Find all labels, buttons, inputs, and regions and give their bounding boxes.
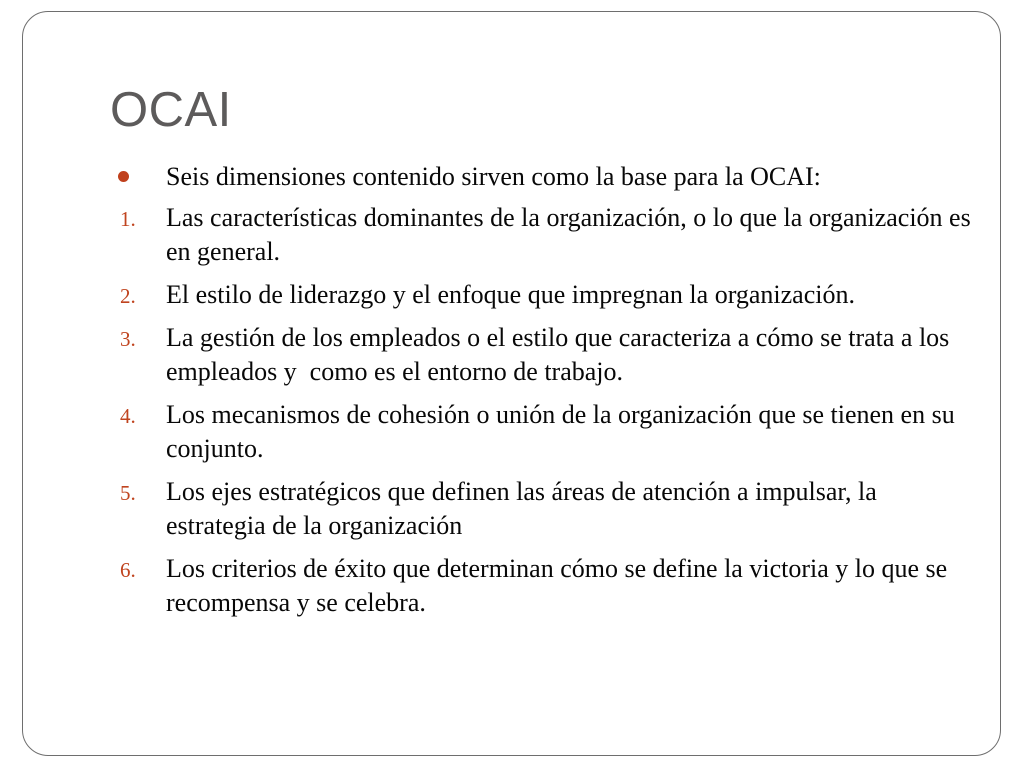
list-item [110,552,980,620]
list-item-number: 4. [120,404,136,428]
page-title: OCAI [110,83,232,137]
list-item-number: 5. [120,481,136,505]
list-item-label: Los ejes estratégicos que definen las áreas de atención a impulsar, la estrategia de la organización [166,477,884,540]
list-item-number: 2. [120,284,136,308]
list-item [110,321,980,389]
list-item-label: La gestión de los empleados o el estilo que caracteriza a cómo se trata a los empleados y como es el entorno de trabajo. [166,323,956,386]
list-item-label: Las características dominantes de la organización, o lo que la organización es en general. [166,203,978,266]
list-item-number: 3. [120,327,136,351]
list-item-label: Los mecanismos de cohesión o unión de la organización que se tienen en su conjunto. [166,400,962,463]
list-item [110,398,980,466]
list-item-number: 6. [120,558,136,582]
list-item [110,201,980,269]
slide-body [110,160,980,629]
list-item-label: Los criterios de éxito que determinan cómo se define la victoria y lo que se recompensa y se celebra. [166,554,954,617]
bullet-dot-icon [118,171,129,182]
list-item [110,278,980,312]
list-item-number: 1. [120,207,136,231]
intro-bullet-label: Seis dimensiones contenido sirven como la base para la OCAI: [166,162,821,191]
list-item [110,475,980,543]
intro-bullet-item [110,160,980,194]
list-item-label: El estilo de liderazgo y el enfoque que impregnan la organización. [166,280,855,309]
